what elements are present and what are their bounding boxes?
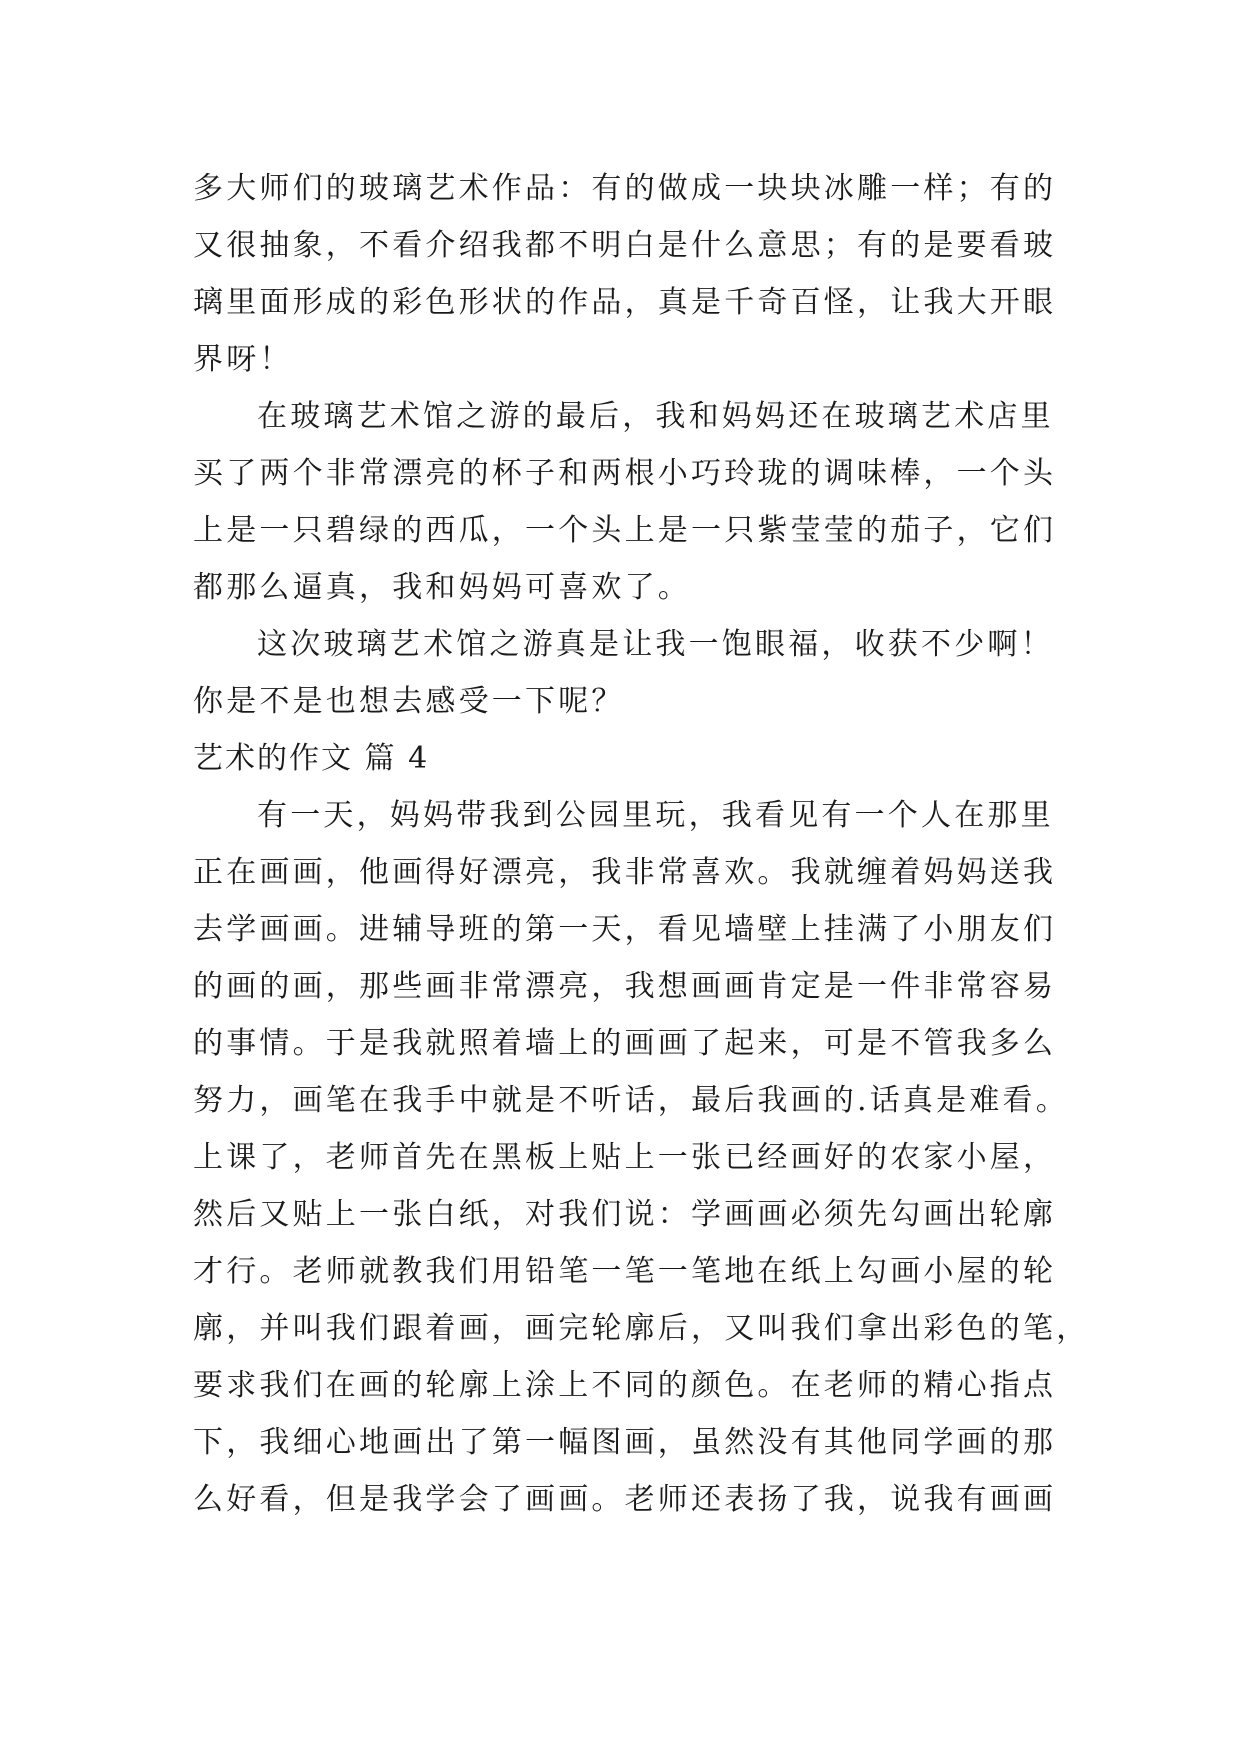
text-line: 都那么逼真，我和妈妈可喜欢了。 — [193, 570, 691, 605]
text-line: 廓，并叫我们跟着画，画完轮廓后，又叫我们拿出彩色的笔， — [193, 1311, 1090, 1346]
paragraph-start-line: 在玻璃艺术馆之游的最后，我和妈妈还在玻璃艺术店里 — [257, 399, 1054, 434]
text-line: 努力，画笔在我手中就是不听话，最后我画的.话真是难看。 — [193, 1083, 1069, 1118]
paragraph-start-line: 这次玻璃艺术馆之游真是让我一饱眼福，收获不少啊！ — [257, 627, 1054, 662]
text-line: 去学画画。进辅导班的第一天，看见墙壁上挂满了小朋友们 — [193, 912, 1057, 947]
section-heading: 艺术的作文 篇 4 — [193, 741, 430, 776]
text-line: 你是不是也想去感受一下呢？ — [193, 684, 625, 719]
text-line: 的事情。于是我就照着墙上的画画了起来，可是不管我多么 — [193, 1026, 1057, 1061]
text-line: 上课了，老师首先在黑板上贴上一张已经画好的农家小屋， — [193, 1140, 1057, 1175]
text-line: 正在画画，他画得好漂亮，我非常喜欢。我就缠着妈妈送我 — [193, 855, 1057, 890]
text-line: 多大师们的玻璃艺术作品：有的做成一块块冰雕一样；有的 — [193, 171, 1057, 206]
text-line: 才行。老师就教我们用铅笔一笔一笔地在纸上勾画小屋的轮 — [193, 1254, 1057, 1289]
text-line: 下，我细心地画出了第一幅图画，虽然没有其他同学画的那 — [193, 1425, 1057, 1460]
paragraph-start-line: 有一天，妈妈带我到公园里玩，我看见有一个人在那里 — [257, 798, 1054, 833]
text-line: 然后又贴上一张白纸，对我们说：学画画必须先勾画出轮廓 — [193, 1197, 1057, 1232]
text-line: 上是一只碧绿的西瓜，一个头上是一只紫莹莹的茄子，它们 — [193, 513, 1057, 548]
text-line: 又很抽象，不看介绍我都不明白是什么意思；有的是要看玻 — [193, 228, 1057, 263]
document-body — [193, 160, 1090, 1528]
text-line: 璃里面形成的彩色形状的作品，真是千奇百怪，让我大开眼 — [193, 285, 1057, 320]
text-line: 要求我们在画的轮廓上涂上不同的颜色。在老师的精心指点 — [193, 1368, 1057, 1403]
text-line: 买了两个非常漂亮的杯子和两根小巧玲珑的调味棒，一个头 — [193, 456, 1057, 491]
text-line: 的画的画，那些画非常漂亮，我想画画肯定是一件非常容易 — [193, 969, 1057, 1004]
text-line: 界呀！ — [193, 342, 293, 377]
text-line: 么好看，但是我学会了画画。老师还表扬了我，说我有画画 — [193, 1482, 1057, 1517]
